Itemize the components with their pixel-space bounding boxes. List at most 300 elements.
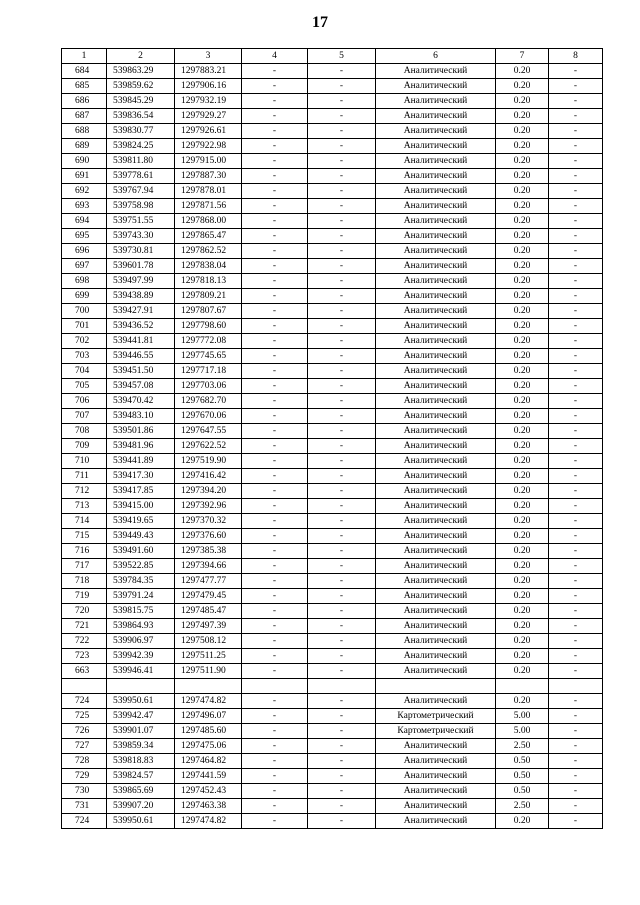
x-coordinate-cell: 539942.47 [107, 709, 175, 724]
column-4-cell: - [242, 409, 308, 424]
table-row [62, 409, 603, 424]
method-cell: Картометрический [376, 724, 496, 739]
table-row [62, 754, 603, 769]
column-4-cell: - [242, 304, 308, 319]
column-header: 7 [496, 49, 549, 64]
column-5-cell: - [308, 409, 376, 424]
method-cell: Аналитический [376, 169, 496, 184]
table-row [62, 799, 603, 814]
point-number-cell: 707 [62, 409, 107, 424]
method-cell: Аналитический [376, 574, 496, 589]
column-5-cell: - [308, 169, 376, 184]
column-4-cell: - [242, 574, 308, 589]
y-coordinate-cell: 1297511.25 [175, 649, 242, 664]
point-number-cell: 717 [62, 559, 107, 574]
column-5-cell: - [308, 364, 376, 379]
y-coordinate-cell: 1297463.38 [175, 799, 242, 814]
accuracy-cell: 0.20 [496, 64, 549, 79]
y-coordinate-cell: 1297394.20 [175, 484, 242, 499]
column-8-cell: - [549, 709, 603, 724]
table-row [62, 559, 603, 574]
column-5-cell: - [308, 739, 376, 754]
accuracy-cell: 0.20 [496, 424, 549, 439]
column-5-cell: - [308, 664, 376, 679]
method-cell: Аналитический [376, 769, 496, 784]
point-number-cell: 720 [62, 604, 107, 619]
method-cell: Аналитический [376, 274, 496, 289]
column-8-cell: - [549, 514, 603, 529]
x-coordinate-cell: 539481.96 [107, 439, 175, 454]
column-4-cell: - [242, 754, 308, 769]
column-4-cell: - [242, 199, 308, 214]
y-coordinate-cell: 1297376.60 [175, 529, 242, 544]
table-row [62, 169, 603, 184]
column-5-cell: - [308, 754, 376, 769]
method-cell: Аналитический [376, 154, 496, 169]
column-4-cell [242, 679, 308, 694]
x-coordinate-cell: 539784.35 [107, 574, 175, 589]
method-cell: Аналитический [376, 409, 496, 424]
point-number-cell: 711 [62, 469, 107, 484]
y-coordinate-cell: 1297906.16 [175, 79, 242, 94]
column-8-cell: - [549, 814, 603, 829]
column-4-cell: - [242, 484, 308, 499]
y-coordinate-cell: 1297772.08 [175, 334, 242, 349]
x-coordinate-cell: 539436.52 [107, 319, 175, 334]
table-row [62, 319, 603, 334]
column-4-cell: - [242, 814, 308, 829]
accuracy-cell: 0.20 [496, 379, 549, 394]
method-cell: Аналитический [376, 664, 496, 679]
accuracy-cell: 0.20 [496, 544, 549, 559]
accuracy-cell: 0.20 [496, 259, 549, 274]
x-coordinate-cell: 539942.39 [107, 649, 175, 664]
x-coordinate-cell: 539859.34 [107, 739, 175, 754]
y-coordinate-cell: 1297647.55 [175, 424, 242, 439]
method-cell: Аналитический [376, 814, 496, 829]
x-coordinate-cell: 539830.77 [107, 124, 175, 139]
column-header: 4 [242, 49, 308, 64]
column-4-cell: - [242, 529, 308, 544]
accuracy-cell: 0.20 [496, 694, 549, 709]
y-coordinate-cell: 1297926.61 [175, 124, 242, 139]
table-row [62, 289, 603, 304]
column-4-cell: - [242, 214, 308, 229]
method-cell: Аналитический [376, 124, 496, 139]
y-coordinate-cell: 1297865.47 [175, 229, 242, 244]
column-header: 8 [549, 49, 603, 64]
point-number-cell: 708 [62, 424, 107, 439]
method-cell: Аналитический [376, 244, 496, 259]
method-cell: Аналитический [376, 604, 496, 619]
y-coordinate-cell: 1297511.90 [175, 664, 242, 679]
y-coordinate-cell: 1297394.66 [175, 559, 242, 574]
column-4-cell: - [242, 739, 308, 754]
column-4-cell: - [242, 454, 308, 469]
column-5-cell: - [308, 544, 376, 559]
method-cell: Аналитический [376, 799, 496, 814]
x-coordinate-cell: 539417.30 [107, 469, 175, 484]
column-header: 6 [376, 49, 496, 64]
column-5-cell: - [308, 589, 376, 604]
x-coordinate-cell: 539758.98 [107, 199, 175, 214]
y-coordinate-cell: 1297370.32 [175, 514, 242, 529]
point-number-cell: 703 [62, 349, 107, 364]
x-coordinate-cell: 539451.50 [107, 364, 175, 379]
point-number-cell: 688 [62, 124, 107, 139]
point-number-cell: 699 [62, 289, 107, 304]
column-5-cell: - [308, 499, 376, 514]
column-8-cell: - [549, 784, 603, 799]
x-coordinate-cell: 539946.41 [107, 664, 175, 679]
y-coordinate-cell: 1297474.82 [175, 694, 242, 709]
column-4-cell: - [242, 184, 308, 199]
column-8-cell: - [549, 754, 603, 769]
column-8-cell: - [549, 604, 603, 619]
table-row [62, 619, 603, 634]
table-row [62, 499, 603, 514]
column-4-cell: - [242, 724, 308, 739]
column-5-cell: - [308, 109, 376, 124]
x-coordinate-cell: 539864.93 [107, 619, 175, 634]
x-coordinate-cell: 539522.85 [107, 559, 175, 574]
page-number: 17 [312, 14, 328, 31]
column-5-cell: - [308, 154, 376, 169]
column-8-cell: - [549, 274, 603, 289]
point-number-cell: 721 [62, 619, 107, 634]
column-5-cell: - [308, 649, 376, 664]
column-4-cell: - [242, 154, 308, 169]
method-cell: Аналитический [376, 784, 496, 799]
column-5-cell: - [308, 214, 376, 229]
x-coordinate-cell: 539767.94 [107, 184, 175, 199]
column-8-cell: - [549, 664, 603, 679]
column-8-cell: - [549, 589, 603, 604]
column-8-cell: - [549, 409, 603, 424]
method-cell: Аналитический [376, 379, 496, 394]
column-8-cell: - [549, 214, 603, 229]
column-5-cell: - [308, 64, 376, 79]
point-number-cell: 715 [62, 529, 107, 544]
method-cell: Аналитический [376, 109, 496, 124]
column-5-cell: - [308, 274, 376, 289]
point-number-cell: 710 [62, 454, 107, 469]
method-cell: Аналитический [376, 334, 496, 349]
method-cell: Аналитический [376, 214, 496, 229]
column-8-cell: - [549, 694, 603, 709]
x-coordinate-cell: 539415.00 [107, 499, 175, 514]
column-8-cell: - [549, 529, 603, 544]
accuracy-cell: 2.50 [496, 799, 549, 814]
column-4-cell: - [242, 439, 308, 454]
table-row [62, 664, 603, 679]
table-row [62, 814, 603, 829]
x-coordinate-cell: 539491.60 [107, 544, 175, 559]
column-5-cell: - [308, 574, 376, 589]
method-cell: Аналитический [376, 394, 496, 409]
column-4-cell: - [242, 469, 308, 484]
point-number-cell: 701 [62, 319, 107, 334]
method-cell: Аналитический [376, 229, 496, 244]
column-4-cell: - [242, 619, 308, 634]
y-coordinate-cell: 1297871.56 [175, 199, 242, 214]
y-coordinate-cell: 1297878.01 [175, 184, 242, 199]
accuracy-cell: 0.20 [496, 559, 549, 574]
accuracy-cell: 0.20 [496, 274, 549, 289]
column-4-cell: - [242, 319, 308, 334]
point-number-cell: 698 [62, 274, 107, 289]
table-row [62, 109, 603, 124]
table-row [62, 604, 603, 619]
table-row [62, 634, 603, 649]
column-8-cell: - [549, 379, 603, 394]
x-coordinate-cell: 539441.81 [107, 334, 175, 349]
column-5-cell: - [308, 184, 376, 199]
x-coordinate-cell [107, 679, 175, 694]
x-coordinate-cell: 539501.86 [107, 424, 175, 439]
method-cell: Аналитический [376, 739, 496, 754]
method-cell: Аналитический [376, 139, 496, 154]
column-4-cell: - [242, 109, 308, 124]
column-4-cell: - [242, 79, 308, 94]
column-8-cell: - [549, 424, 603, 439]
column-5-cell: - [308, 619, 376, 634]
accuracy-cell: 0.20 [496, 454, 549, 469]
y-coordinate-cell: 1297452.43 [175, 784, 242, 799]
method-cell [376, 679, 496, 694]
column-4-cell: - [242, 424, 308, 439]
method-cell: Аналитический [376, 184, 496, 199]
method-cell: Аналитический [376, 64, 496, 79]
point-number-cell: 692 [62, 184, 107, 199]
y-coordinate-cell: 1297670.06 [175, 409, 242, 424]
accuracy-cell: 0.20 [496, 109, 549, 124]
y-coordinate-cell: 1297416.42 [175, 469, 242, 484]
column-5-cell: - [308, 694, 376, 709]
point-number-cell: 709 [62, 439, 107, 454]
column-4-cell: - [242, 64, 308, 79]
y-coordinate-cell: 1297622.52 [175, 439, 242, 454]
column-8-cell: - [549, 124, 603, 139]
y-coordinate-cell: 1297883.21 [175, 64, 242, 79]
point-number-cell: 713 [62, 499, 107, 514]
table-row [62, 259, 603, 274]
point-number-cell: 704 [62, 364, 107, 379]
accuracy-cell [496, 679, 549, 694]
y-coordinate-cell: 1297497.39 [175, 619, 242, 634]
method-cell: Аналитический [376, 469, 496, 484]
method-cell: Аналитический [376, 649, 496, 664]
point-number-cell: 718 [62, 574, 107, 589]
column-4-cell: - [242, 559, 308, 574]
column-5-cell: - [308, 349, 376, 364]
accuracy-cell: 0.20 [496, 409, 549, 424]
method-cell: Аналитический [376, 79, 496, 94]
y-coordinate-cell: 1297807.67 [175, 304, 242, 319]
column-8-cell: - [549, 649, 603, 664]
table-row [62, 64, 603, 79]
y-coordinate-cell: 1297862.52 [175, 244, 242, 259]
accuracy-cell: 0.20 [496, 814, 549, 829]
y-coordinate-cell: 1297717.18 [175, 364, 242, 379]
column-5-cell: - [308, 289, 376, 304]
column-8-cell: - [549, 499, 603, 514]
column-8-cell: - [549, 199, 603, 214]
y-coordinate-cell: 1297508.12 [175, 634, 242, 649]
accuracy-cell: 0.20 [496, 664, 549, 679]
column-8-cell: - [549, 349, 603, 364]
column-5-cell: - [308, 634, 376, 649]
column-4-cell: - [242, 709, 308, 724]
accuracy-cell: 0.20 [496, 79, 549, 94]
point-number-cell: 694 [62, 214, 107, 229]
column-8-cell: - [549, 319, 603, 334]
point-number-cell: 684 [62, 64, 107, 79]
accuracy-cell: 0.20 [496, 319, 549, 334]
column-5-cell: - [308, 424, 376, 439]
method-cell: Аналитический [376, 349, 496, 364]
column-5-cell: - [308, 199, 376, 214]
y-coordinate-cell: 1297838.04 [175, 259, 242, 274]
accuracy-cell: 0.20 [496, 349, 549, 364]
y-coordinate-cell: 1297485.47 [175, 604, 242, 619]
accuracy-cell: 0.20 [496, 154, 549, 169]
table-row [62, 529, 603, 544]
x-coordinate-cell: 539743.30 [107, 229, 175, 244]
x-coordinate-cell: 539601.78 [107, 259, 175, 274]
column-4-cell: - [242, 604, 308, 619]
table-row [62, 424, 603, 439]
table-row [62, 304, 603, 319]
column-4-cell: - [242, 379, 308, 394]
column-5-cell: - [308, 514, 376, 529]
column-5-cell: - [308, 334, 376, 349]
column-4-cell: - [242, 694, 308, 709]
y-coordinate-cell: 1297703.06 [175, 379, 242, 394]
accuracy-cell: 0.50 [496, 754, 549, 769]
column-8-cell: - [549, 364, 603, 379]
column-8-cell: - [549, 574, 603, 589]
y-coordinate-cell: 1297932.19 [175, 94, 242, 109]
x-coordinate-cell: 539845.29 [107, 94, 175, 109]
point-number-cell: 705 [62, 379, 107, 394]
y-coordinate-cell: 1297887.30 [175, 169, 242, 184]
accuracy-cell: 0.20 [496, 94, 549, 109]
method-cell: Картометрический [376, 709, 496, 724]
column-8-cell: - [549, 184, 603, 199]
x-coordinate-cell: 539815.75 [107, 604, 175, 619]
column-4-cell: - [242, 649, 308, 664]
method-cell: Аналитический [376, 499, 496, 514]
column-8-cell: - [549, 154, 603, 169]
accuracy-cell: 0.20 [496, 169, 549, 184]
column-4-cell: - [242, 229, 308, 244]
column-8-cell: - [549, 169, 603, 184]
point-number-cell: 697 [62, 259, 107, 274]
column-5-cell: - [308, 304, 376, 319]
point-number-cell: 726 [62, 724, 107, 739]
table-row [62, 364, 603, 379]
coordinates-table [61, 48, 603, 829]
y-coordinate-cell: 1297479.45 [175, 589, 242, 604]
x-coordinate-cell: 539906.97 [107, 634, 175, 649]
column-8-cell: - [549, 79, 603, 94]
column-4-cell: - [242, 664, 308, 679]
point-number-cell: 700 [62, 304, 107, 319]
column-5-cell: - [308, 454, 376, 469]
y-coordinate-cell: 1297475.06 [175, 739, 242, 754]
column-4-cell: - [242, 139, 308, 154]
table-row [62, 724, 603, 739]
method-cell: Аналитический [376, 94, 496, 109]
point-number-cell: 722 [62, 634, 107, 649]
method-cell: Аналитический [376, 289, 496, 304]
column-8-cell: - [549, 619, 603, 634]
x-coordinate-cell: 539865.69 [107, 784, 175, 799]
x-coordinate-cell: 539950.61 [107, 814, 175, 829]
column-8-cell: - [549, 64, 603, 79]
point-number-cell: 691 [62, 169, 107, 184]
point-number-cell: 696 [62, 244, 107, 259]
table-row [62, 229, 603, 244]
table-row [62, 544, 603, 559]
table-row [62, 94, 603, 109]
method-cell: Аналитический [376, 319, 496, 334]
column-8-cell: - [549, 109, 603, 124]
x-coordinate-cell: 539441.89 [107, 454, 175, 469]
table-header-row [62, 49, 603, 64]
y-coordinate-cell: 1297392.96 [175, 499, 242, 514]
point-number-cell: 702 [62, 334, 107, 349]
accuracy-cell: 0.20 [496, 304, 549, 319]
table-row [62, 274, 603, 289]
point-number-cell [62, 679, 107, 694]
method-cell: Аналитический [376, 544, 496, 559]
column-8-cell: - [549, 799, 603, 814]
column-5-cell: - [308, 139, 376, 154]
y-coordinate-cell: 1297929.27 [175, 109, 242, 124]
table-row [62, 574, 603, 589]
accuracy-cell: 0.20 [496, 394, 549, 409]
column-5-cell: - [308, 799, 376, 814]
column-8-cell: - [549, 439, 603, 454]
table-row [62, 124, 603, 139]
x-coordinate-cell: 539419.65 [107, 514, 175, 529]
x-coordinate-cell: 539457.08 [107, 379, 175, 394]
accuracy-cell: 0.20 [496, 439, 549, 454]
column-8-cell: - [549, 259, 603, 274]
column-4-cell: - [242, 349, 308, 364]
y-coordinate-cell: 1297385.38 [175, 544, 242, 559]
accuracy-cell: 0.20 [496, 469, 549, 484]
x-coordinate-cell: 539470.42 [107, 394, 175, 409]
accuracy-cell: 5.00 [496, 709, 549, 724]
accuracy-cell: 0.20 [496, 229, 549, 244]
y-coordinate-cell: 1297745.65 [175, 349, 242, 364]
method-cell: Аналитический [376, 529, 496, 544]
column-4-cell: - [242, 274, 308, 289]
y-coordinate-cell: 1297519.90 [175, 454, 242, 469]
x-coordinate-cell: 539901.07 [107, 724, 175, 739]
accuracy-cell: 0.20 [496, 184, 549, 199]
column-4-cell: - [242, 244, 308, 259]
column-4-cell: - [242, 634, 308, 649]
accuracy-cell: 0.50 [496, 769, 549, 784]
table-row [62, 154, 603, 169]
column-5-cell: - [308, 469, 376, 484]
point-number-cell: 719 [62, 589, 107, 604]
column-8-cell: - [549, 469, 603, 484]
